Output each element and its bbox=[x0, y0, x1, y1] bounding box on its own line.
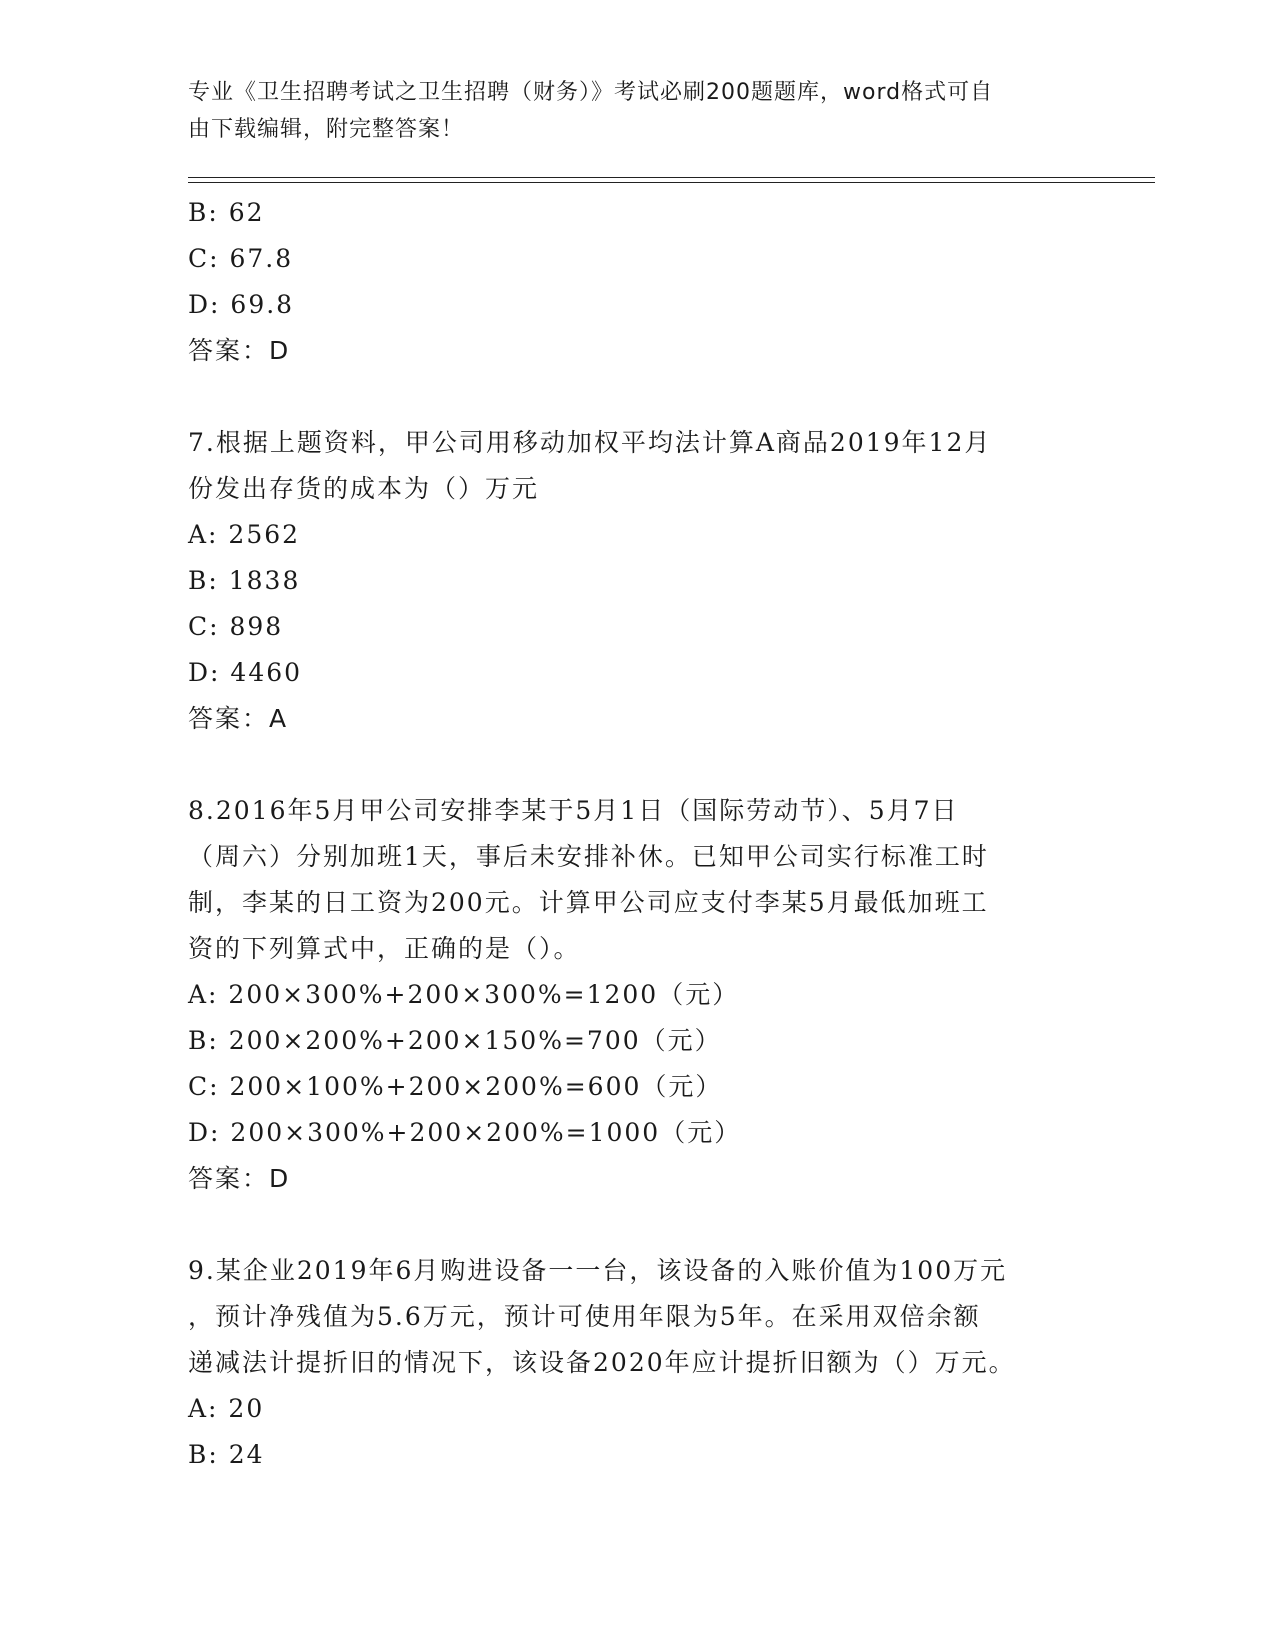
answer-line: 答案：A bbox=[188, 704, 289, 733]
document-header bbox=[188, 74, 1068, 148]
option-b: B: 24 bbox=[188, 1440, 265, 1469]
answer-line: 答案：D bbox=[188, 1164, 291, 1193]
header-line-2: 由下载编辑，附完整答案！ bbox=[188, 117, 465, 142]
question-8-text-line-4: 资的下列算式中，正确的是（）。 bbox=[188, 934, 581, 963]
option-a: A: 2562 bbox=[188, 520, 301, 549]
answer-line: 答案：D bbox=[188, 336, 291, 365]
question-9-block bbox=[188, 1248, 1088, 1478]
spacer bbox=[188, 742, 1088, 788]
option-b: B: 62 bbox=[188, 198, 265, 227]
question-7-text-line-2: 份发出存货的成本为（）万元 bbox=[188, 474, 540, 503]
document-body bbox=[188, 190, 1088, 1478]
option-c: C: 67.8 bbox=[188, 244, 294, 273]
spacer bbox=[188, 1202, 1088, 1248]
question-8-text-line-1: 8.2016年5月甲公司安排李某于5月1日（国际劳动节）、5月7日 bbox=[188, 796, 959, 825]
question-8-block bbox=[188, 788, 1088, 1202]
option-d: D: 4460 bbox=[188, 658, 303, 687]
option-c: C: 898 bbox=[188, 612, 284, 641]
header-rule-bottom bbox=[188, 182, 1155, 183]
spacer bbox=[188, 374, 1088, 420]
question-9-text-line-2: ，预计净残值为5.6万元，预计可使用年限为5年。在采用双倍余额 bbox=[188, 1302, 981, 1331]
option-a: A: 20 bbox=[188, 1394, 265, 1423]
question-7-text-line-1: 7.根据上题资料，甲公司用移动加权平均法计算A商品2019年12月 bbox=[188, 428, 992, 457]
option-b: B: 1838 bbox=[188, 566, 301, 595]
option-a: A: 200×300%+200×300%=1200（元） bbox=[188, 980, 740, 1009]
header-line-1: 专业《卫生招聘考试之卫生招聘（财务）》考试必刷200题题库，word格式可自 bbox=[188, 80, 994, 105]
question-8-text-line-2: （周六）分别加班1天，事后未安排补休。已知甲公司实行标准工时 bbox=[188, 842, 989, 871]
prev-question-block bbox=[188, 190, 1088, 374]
question-8-text-line-3: 制，李某的日工资为200元。计算甲公司应支付李某5月最低加班工 bbox=[188, 888, 989, 917]
option-c: C: 200×100%+200×200%=600（元） bbox=[188, 1072, 723, 1101]
option-d: D: 69.8 bbox=[188, 290, 295, 319]
question-9-text-line-3: 递减法计提折旧的情况下，该设备2020年应计提折旧额为（）万元。 bbox=[188, 1348, 1016, 1377]
header-rule-top bbox=[188, 177, 1155, 178]
question-9-text-line-1: 9.某企业2019年6月购进设备一一台，该设备的入账价值为100万元 bbox=[188, 1256, 1008, 1285]
option-b: B: 200×200%+200×150%=700（元） bbox=[188, 1026, 722, 1055]
question-7-block bbox=[188, 420, 1088, 742]
option-d: D: 200×300%+200×200%=1000（元） bbox=[188, 1118, 742, 1147]
